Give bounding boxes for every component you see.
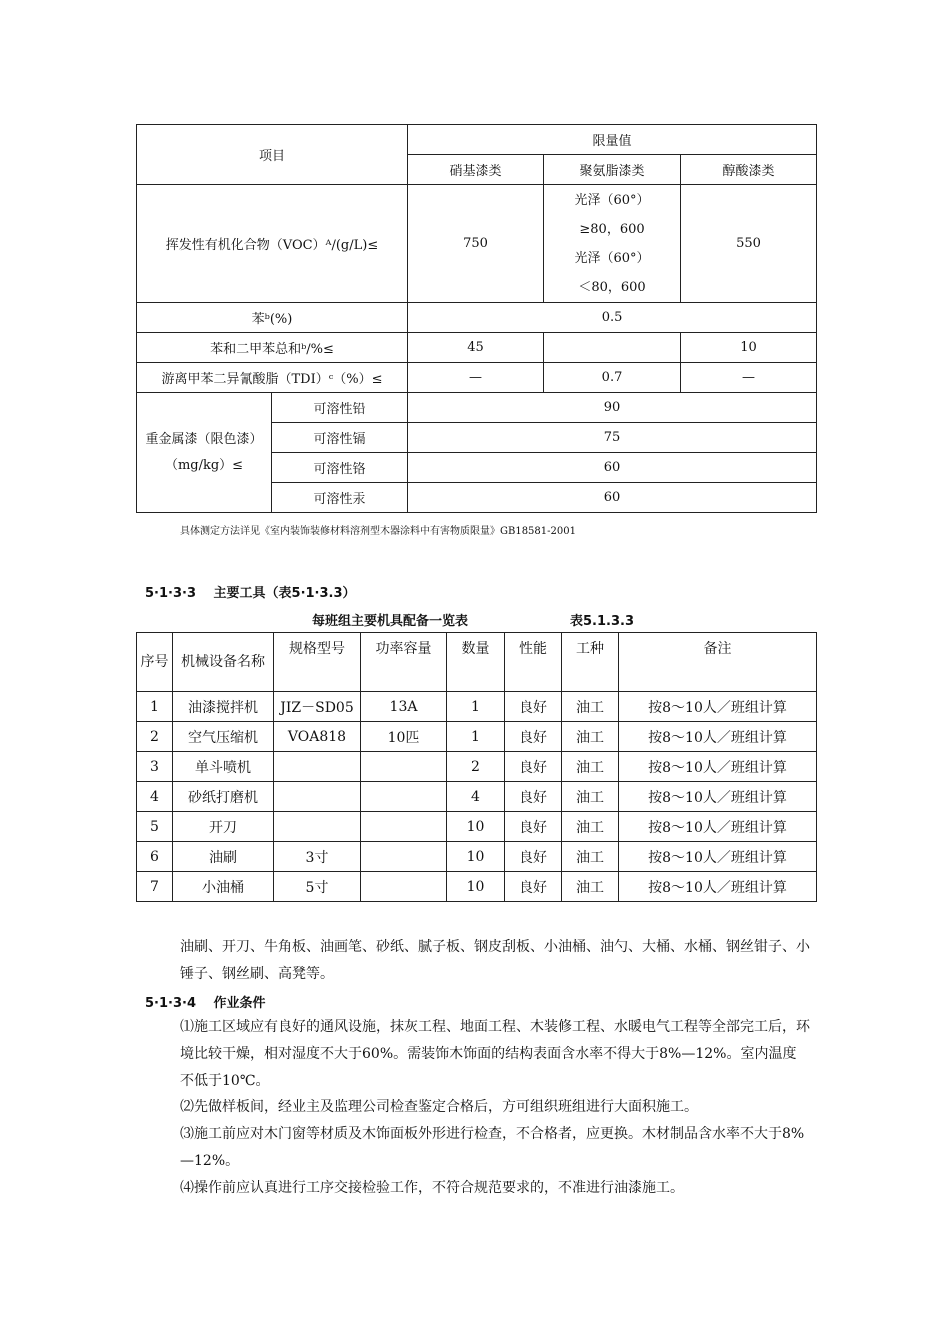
- voc-pu-line4: ＜80，600: [578, 279, 646, 295]
- cell: 2: [137, 722, 173, 752]
- heavy-metal-label: 重金属漆（限色漆）（mg/kg）≤: [137, 393, 272, 513]
- table2-caption: 每班组主要机具配备一览表: [312, 614, 469, 629]
- table-row: [137, 752, 817, 782]
- voc-pu-line2: ≥80，600: [579, 221, 645, 237]
- heavy-chromium-value: 60: [408, 453, 817, 483]
- cell: 10: [447, 842, 505, 872]
- cell: 13A: [361, 692, 447, 722]
- equipment-table: [136, 632, 817, 902]
- heavy-lead-value: 90: [408, 393, 817, 423]
- cell: 油工: [562, 722, 619, 752]
- cell: 7: [137, 872, 173, 902]
- cell: 6: [137, 842, 173, 872]
- toluene-nitro: 45: [408, 333, 544, 363]
- cell: 3: [137, 752, 173, 782]
- condition-2: ⑵先做样板间，经业主及监理公司检查鉴定合格后，方可组织班组进行大面积施工。: [180, 1099, 698, 1115]
- heavy-cadmium-name: 可溶性镉: [272, 423, 408, 453]
- cell: [361, 872, 447, 902]
- cell: 良好: [505, 812, 562, 842]
- voc-pu-line1: 光泽（60°）: [574, 192, 650, 208]
- cell: 油刷: [173, 842, 274, 872]
- cell: 油工: [562, 782, 619, 812]
- voc-limit-table: [136, 124, 817, 513]
- header-qty: 数量: [447, 633, 505, 692]
- cell: 按8～10人／班组计算: [619, 812, 817, 842]
- voc-pu-line3: 光泽（60°）: [574, 250, 650, 266]
- cell: 良好: [505, 872, 562, 902]
- voc-label: 挥发性有机化合物（VOC）ᴬ/(g/L)≤: [137, 185, 408, 303]
- test-method-note: 具体测定方法详见《室内装饰装修材料溶剂型木器涂料中有害物质限量》GB18581-2001: [180, 526, 576, 537]
- header-nitro: 硝基漆类: [408, 155, 544, 185]
- cell: 4: [137, 782, 173, 812]
- table-row: [137, 872, 817, 902]
- cell: 油工: [562, 842, 619, 872]
- condition-1: ⑴施工区域应有良好的通风设施，抹灰工程、地面工程、木装修工程、水暖电气工程等全部完工后，环境比较干燥，相对湿度不大于60%。需装饰木饰面的结构表面含水率不得大于8%—12%。室内温度不低于10℃。: [180, 1019, 810, 1089]
- voc-polyurethane: [544, 185, 681, 303]
- header-alkyd: 醇酸漆类: [681, 155, 817, 185]
- cell: 3寸: [274, 842, 361, 872]
- toluene-alkyd: 10: [681, 333, 817, 363]
- benzene-value: 0.5: [408, 303, 817, 333]
- cell: 5寸: [274, 872, 361, 902]
- cell: [274, 752, 361, 782]
- cell: VOA818: [274, 722, 361, 752]
- cell: 4: [447, 782, 505, 812]
- header-item: 项目: [137, 125, 408, 185]
- header-equipment: 机械设备名称: [173, 633, 274, 692]
- table2-number: 表5.1.3.3: [570, 614, 634, 629]
- table-row: [137, 722, 817, 752]
- cell: [274, 782, 361, 812]
- toluene-label: 苯和二甲苯总和ᵇ/%≤: [137, 333, 408, 363]
- cell: 良好: [505, 842, 562, 872]
- tdi-polyurethane: 0.7: [544, 363, 681, 393]
- header-power: 功率容量: [361, 633, 447, 692]
- tools-paragraph: 油刷、开刀、牛角板、油画笔、砂纸、腻子板、钢皮刮板、小油桶、油勺、大桶、水桶、钢丝钳子、小锤子、钢丝刷、高凳等。: [180, 939, 810, 982]
- heavy-cadmium-value: 75: [408, 423, 817, 453]
- cell: 油工: [562, 812, 619, 842]
- cell: 1: [447, 722, 505, 752]
- cell: 单斗喷机: [173, 752, 274, 782]
- voc-alkyd: 550: [681, 185, 817, 303]
- cell: 油工: [562, 692, 619, 722]
- cell: 按8～10人／班组计算: [619, 692, 817, 722]
- cell: 空气压缩机: [173, 722, 274, 752]
- cell: 良好: [505, 782, 562, 812]
- header-spec: 规格型号: [274, 633, 361, 692]
- section-conditions-heading: 5·1·3·4 作业条件: [145, 996, 266, 1011]
- cell: 小油桶: [173, 872, 274, 902]
- cell: 10: [447, 812, 505, 842]
- cell: [361, 842, 447, 872]
- header-polyurethane: 聚氨脂漆类: [544, 155, 681, 185]
- cell: 按8～10人／班组计算: [619, 752, 817, 782]
- cell: 砂纸打磨机: [173, 782, 274, 812]
- tdi-alkyd: —: [681, 363, 817, 393]
- heavy-mercury-value: 60: [408, 483, 817, 513]
- benzene-label: 苯ᵇ(%): [137, 303, 408, 333]
- voc-nitro: 750: [408, 185, 544, 303]
- header-remark: 备注: [619, 633, 817, 692]
- cell: [361, 752, 447, 782]
- table-row: [137, 692, 817, 722]
- cell: 10匹: [361, 722, 447, 752]
- header-trade: 工种: [562, 633, 619, 692]
- toluene-polyurethane: [544, 333, 681, 363]
- cell: [361, 782, 447, 812]
- cell: 油漆搅拌机: [173, 692, 274, 722]
- table-row: [137, 812, 817, 842]
- cell: 10: [447, 872, 505, 902]
- cell: 2: [447, 752, 505, 782]
- cell: 良好: [505, 722, 562, 752]
- cell: 按8～10人／班组计算: [619, 842, 817, 872]
- cell: 良好: [505, 752, 562, 782]
- cell: [274, 812, 361, 842]
- cell: 按8～10人／班组计算: [619, 782, 817, 812]
- cell: 5: [137, 812, 173, 842]
- cell: 按8～10人／班组计算: [619, 872, 817, 902]
- table-row: [137, 842, 817, 872]
- cell: 油工: [562, 752, 619, 782]
- condition-3: ⑶施工前应对木门窗等材质及木饰面板外形进行检查，不合格者，应更换。木材制品含水率不大于8%—12%。: [180, 1126, 805, 1169]
- heavy-lead-name: 可溶性铅: [272, 393, 408, 423]
- tdi-nitro: —: [408, 363, 544, 393]
- condition-4: ⑷操作前应认真进行工序交接检验工作，不符合规范要求的，不准进行油漆施工。: [180, 1180, 684, 1196]
- header-performance: 性能: [505, 633, 562, 692]
- cell: 开刀: [173, 812, 274, 842]
- heavy-chromium-name: 可溶性铬: [272, 453, 408, 483]
- header-seq: 序号: [137, 633, 173, 692]
- cell: 1: [137, 692, 173, 722]
- header-limit: 限量值: [408, 125, 817, 155]
- section-tools-heading: 5·1·3·3 主要工具（表5·1·3.3）: [145, 586, 356, 601]
- cell: 1: [447, 692, 505, 722]
- heavy-mercury-name: 可溶性汞: [272, 483, 408, 513]
- cell: JIZ－SD05: [274, 692, 361, 722]
- cell: 油工: [562, 872, 619, 902]
- table-row: [137, 782, 817, 812]
- cell: 良好: [505, 692, 562, 722]
- cell: [361, 812, 447, 842]
- cell: 按8～10人／班组计算: [619, 722, 817, 752]
- tdi-label: 游离甲苯二异氰酸脂（TDI）ᶜ（%）≤: [137, 363, 408, 393]
